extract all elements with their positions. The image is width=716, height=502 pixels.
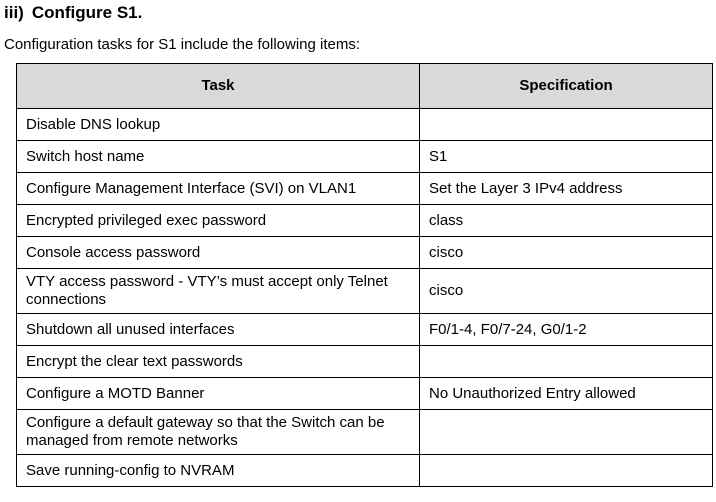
table-row [17,173,713,205]
specification-cell [420,346,713,378]
table-row [17,205,713,237]
table-row [17,346,713,378]
table-row [17,237,713,269]
task-cell: VTY access password - VTY’s must accept only Telnet connections [17,269,420,314]
table-row [17,378,713,410]
specification-cell: F0/1-4, F0/7-24, G0/1-2 [420,314,713,346]
task-cell: Configure a MOTD Banner [17,378,420,410]
specification-column-header: Specification [420,64,713,109]
table-row [17,314,713,346]
task-cell: Configure Management Interface (SVI) on VLAN1 [17,173,420,205]
table-row [17,269,713,314]
table-row [17,410,713,455]
task-cell: Encrypted privileged exec password [17,205,420,237]
task-cell: Switch host name [17,141,420,173]
specification-cell: Set the Layer 3 IPv4 address [420,173,713,205]
specification-cell: cisco [420,237,713,269]
specification-cell [420,109,713,141]
table-row [17,141,713,173]
specification-cell: class [420,205,713,237]
task-column-header: Task [17,64,420,109]
section-number: iii) [4,3,24,22]
specification-cell [420,455,713,487]
task-cell: Shutdown all unused interfaces [17,314,420,346]
task-cell: Encrypt the clear text passwords [17,346,420,378]
section-title: Configure S1. [31,3,143,22]
configuration-tasks-table [16,63,713,487]
table-row [17,109,713,141]
specification-cell: S1 [420,141,713,173]
specification-cell: cisco [420,269,713,314]
intro-text: Configuration tasks for S1 include the following items: [4,36,361,53]
task-cell: Console access password [17,237,420,269]
specification-cell [420,410,713,455]
specification-cell: No Unauthorized Entry allowed [420,378,713,410]
section-heading [4,3,142,23]
table-row [17,455,713,487]
task-cell: Disable DNS lookup [17,109,420,141]
table-header-row [17,64,713,109]
task-cell: Configure a default gateway so that the Switch can be managed from remote networks [17,410,420,455]
task-cell: Save running-config to NVRAM [17,455,420,487]
